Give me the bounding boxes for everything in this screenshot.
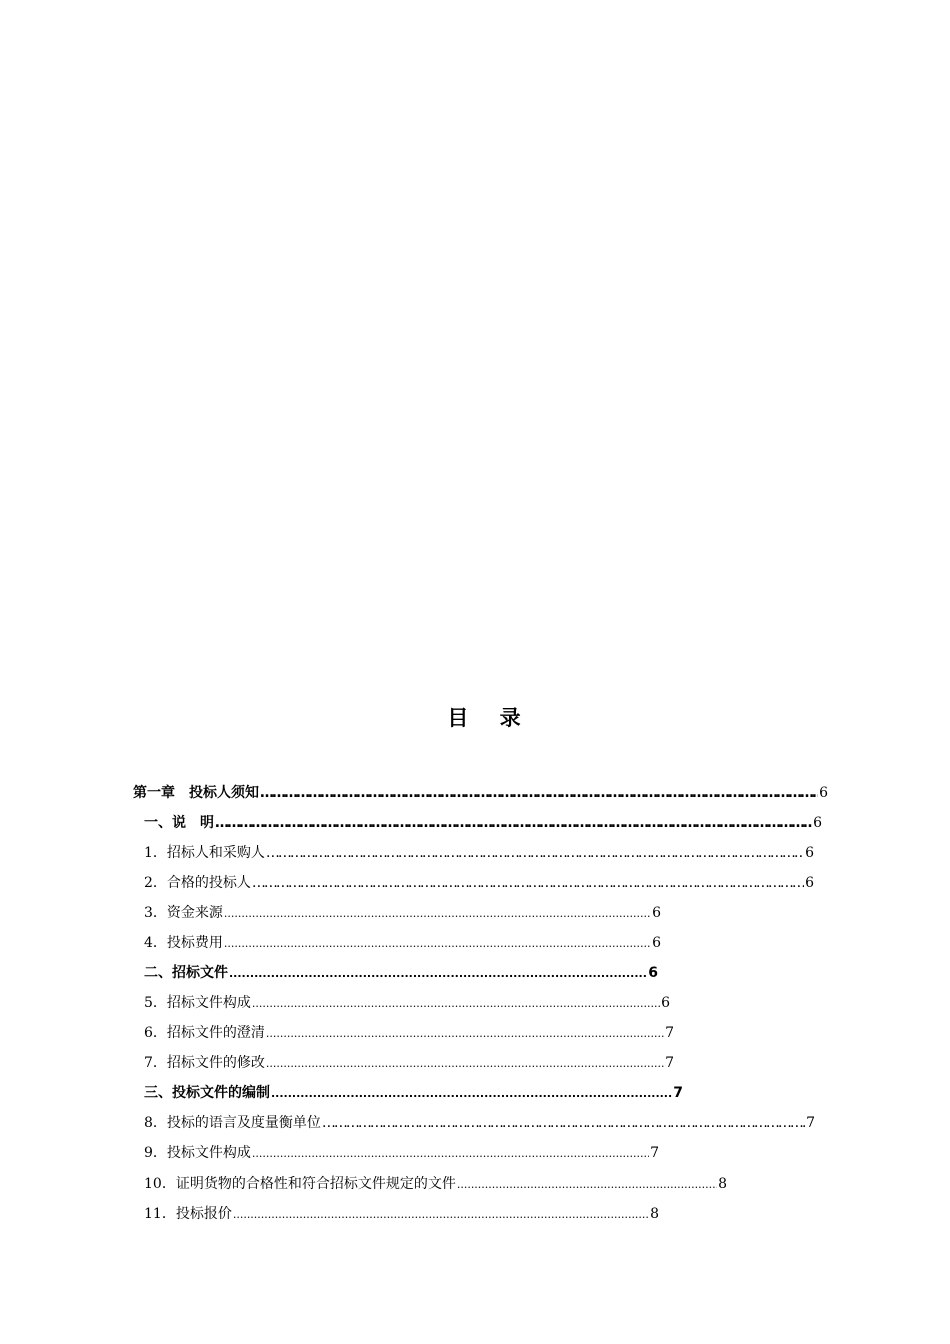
toc-entry-label: 5．招标文件构成: [144, 995, 251, 1011]
toc-entry-item-3[interactable]: [144, 904, 661, 922]
toc-leader: [215, 814, 812, 832]
toc-entry-label: 二、招标文件: [144, 965, 228, 981]
toc-page-number: 8: [718, 1176, 727, 1192]
toc-leader: [233, 1205, 649, 1224]
toc-entry-section-2[interactable]: [144, 964, 658, 982]
toc-entry-item-7[interactable]: [144, 1054, 674, 1072]
toc-entry-label: 第一章 投标人须知: [133, 785, 259, 801]
toc-leader: [229, 964, 647, 983]
toc-leader: [266, 1054, 664, 1073]
toc-leader: [224, 904, 651, 923]
toc-title: 目 录: [447, 706, 533, 730]
toc-page-number: 6: [652, 905, 661, 921]
toc-entry-item-10[interactable]: [144, 1175, 727, 1193]
toc-page-number: 6: [819, 785, 828, 801]
toc-page-number: 6: [661, 995, 670, 1011]
toc-entry-item-9[interactable]: [144, 1144, 659, 1162]
toc-page-number: 6: [805, 875, 814, 891]
toc-entry-item-4[interactable]: [144, 934, 661, 952]
toc-page-number: 7: [665, 1055, 674, 1071]
toc-entry-label: 11．投标报价: [144, 1206, 232, 1222]
toc-page-number: 6: [813, 815, 822, 831]
toc-entry-item-11[interactable]: [144, 1205, 659, 1223]
toc-entry-item-8[interactable]: [144, 1114, 815, 1132]
toc-leader: [266, 844, 804, 862]
toc-entry-label: 一、说 明: [144, 815, 214, 831]
toc-entry-label: 7．招标文件的修改: [144, 1055, 265, 1071]
toc-entry-section-3[interactable]: [144, 1084, 683, 1102]
toc-entry-item-6[interactable]: [144, 1024, 674, 1042]
toc-leader: [266, 1024, 664, 1043]
toc-leader: [252, 1144, 649, 1163]
toc-leader: [224, 934, 651, 953]
toc-leader: [252, 874, 804, 892]
toc-page-number: 8: [650, 1206, 659, 1222]
toc-entry-label: 4．投标费用: [144, 935, 223, 951]
toc-entry-label: 2．合格的投标人: [144, 875, 251, 891]
toc-entry-label: 9．投标文件构成: [144, 1145, 251, 1161]
toc-entry-item-2[interactable]: [144, 874, 814, 892]
toc-page-number: 7: [650, 1145, 659, 1161]
toc-entry-label: 1．招标人和采购人: [144, 845, 265, 861]
toc-entry-item-5[interactable]: [144, 994, 670, 1012]
toc-page-number: 7: [665, 1025, 674, 1041]
toc-page-number: 6: [648, 965, 658, 981]
toc-leader: [271, 1084, 672, 1103]
toc-entry-label: 三、投标文件的编制: [144, 1085, 270, 1101]
toc-page-number: 6: [805, 845, 814, 861]
toc-leader: [252, 994, 660, 1013]
toc-entry-chapter-1[interactable]: [133, 784, 828, 802]
toc-entry-label: 10．证明货物的合格性和符合招标文件规定的文件: [144, 1176, 456, 1192]
toc-page-number: 6: [652, 935, 661, 951]
toc-page-number: 7: [673, 1085, 683, 1101]
toc-page-number: 7: [806, 1115, 815, 1131]
toc-entry-label: 3．资金来源: [144, 905, 223, 921]
toc-entry-label: 6．招标文件的澄清: [144, 1025, 265, 1041]
toc-entry-item-1[interactable]: [144, 844, 814, 862]
toc-entry-label: 8．投标的语言及度量衡单位: [144, 1115, 321, 1131]
toc-leader: [457, 1175, 717, 1194]
toc-entry-section-1[interactable]: [144, 814, 822, 832]
toc-leader: [260, 784, 818, 802]
toc-leader: [322, 1114, 805, 1132]
